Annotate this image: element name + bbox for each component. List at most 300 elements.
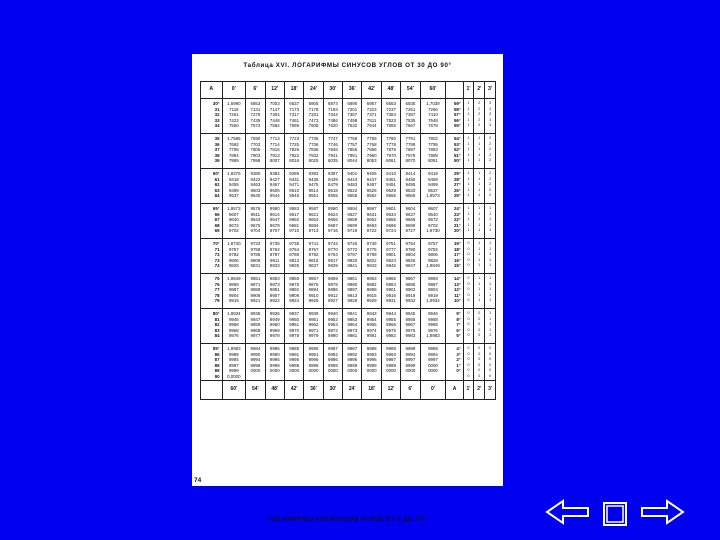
log-value: 9518 [328,187,338,193]
mean-difference: 1 [467,101,470,105]
angle-label: 70° [212,241,220,246]
log-value: 7887 [405,147,416,153]
log-value: 9989 [428,346,438,351]
footer-cell: 24' [343,380,362,399]
log-value [246,374,264,380]
log-value: 6853 [250,101,261,106]
log-value: 9447 [366,176,377,182]
mean-difference: 1 [467,171,470,175]
log-value: 9936 [269,311,280,316]
log-value: 9992 [347,351,358,357]
log-value: 9998 [289,362,300,368]
page-number: 74 [194,477,202,484]
log-value-cell [362,169,381,204]
mean-difference-cell [474,344,485,381]
mean-difference-cell [463,169,474,204]
header-cell: 1' [463,82,474,99]
mean-difference: 0 [489,346,492,350]
log-value: 9653 [308,217,319,223]
log-value: 9955 [386,316,396,322]
log-value-cell [284,309,303,344]
stop-button[interactable] [603,502,627,526]
log-value-cell [304,274,323,309]
log-value: 9397 [328,171,338,176]
log-value-cell [222,169,246,204]
log-value-cell [265,239,284,274]
log-value: 7789 [405,141,416,147]
footer-cell: 0' [420,380,446,399]
log-value: 6935 [405,101,416,106]
log-value: 7769 [366,136,377,141]
log-value: 9289 [289,171,300,176]
mean-difference: 1 [478,158,481,163]
log-value: 9828 [428,257,438,263]
log-value: 9672 [228,222,239,228]
complement-angle: 9° [456,311,461,316]
mean-difference: 1 [478,141,481,146]
footer-cell: 6' [401,380,420,399]
log-value: 9910 [308,292,319,298]
log-value-cell [246,99,265,134]
log-value: 9946 [428,311,438,316]
complement-angle: 0° [456,368,461,374]
log-value: 7802 [428,136,438,141]
mean-difference: 0 [489,362,492,367]
mean-difference: 2 [489,141,492,146]
complement-angle: 19° [453,241,461,246]
log-value: 9865 [386,276,396,281]
mean-difference: 0 [467,292,470,297]
log-value: 9924 [289,298,300,304]
log-value: 9785 [250,252,261,258]
mean-difference-cell [463,239,474,274]
angle-label: 83 [214,327,220,333]
log-value: 7894 [228,152,239,158]
log-value-cell [304,204,323,239]
mean-difference: 2 [478,106,481,111]
log-value: 9887 [428,281,438,287]
mean-difference: 2 [489,176,492,181]
log-value-cell [284,344,303,381]
log-value: 9569 [405,193,416,199]
log-value: 9555 [328,193,338,199]
header-cell: 12' [265,82,284,99]
log-value: 0000 [308,368,319,374]
log-value: 9822 [366,257,377,263]
mean-difference: 1 [478,292,481,297]
angle-label: 75 [214,276,220,281]
mean-difference-cell [485,309,496,344]
log-value-cell [401,134,420,169]
log-value-cell [381,134,400,169]
log-value [266,374,284,380]
complement-angle-cell [446,239,463,274]
log-value: 1,9983 [227,346,241,351]
complement-angle: 13° [453,281,461,287]
complement-angle: 15° [453,263,461,269]
complement-angle: 51° [453,152,461,158]
log-value: 7511 [366,117,377,123]
log-value: 9787 [269,252,280,258]
log-value-cell [362,204,381,239]
complement-angle: 20° [453,228,461,234]
log-value-cell [284,204,303,239]
log-value [285,374,303,380]
log-value [343,374,361,380]
log-value: 9583 [289,206,300,211]
angle-label: 76 [214,281,220,287]
log-value: 7193 [328,106,338,112]
log-value: 9985 [269,346,280,351]
mean-difference: 1 [467,217,470,222]
log-value: 9597 [366,206,377,211]
log-value-cell [362,344,381,381]
log-value: 6653 [386,101,396,106]
complement-angle: 4° [456,346,461,351]
mean-difference: 1 [467,228,470,233]
log-value: 1,9849 [227,276,241,281]
log-value: 1,9730 [426,228,440,234]
angle-label: 60° [212,171,220,176]
log-value: 9894 [308,287,319,293]
log-value: 9876 [308,281,319,287]
log-value: 9733 [250,241,261,246]
header-cell: 60' [420,82,446,99]
log-value: 9975 [405,327,416,333]
log-value: 9741 [308,241,319,246]
log-value: 9991 [308,351,319,357]
table-row-group [201,344,496,381]
log-value: 9782 [428,246,438,252]
log-value: 9847 [405,263,416,269]
log-value: 6905 [308,101,319,106]
log-value: 0000 [269,368,280,374]
log-value: 9996 [308,357,319,363]
log-value: 9772 [347,246,358,252]
log-value: 9607 [228,211,239,217]
log-value: 9843 [366,263,377,269]
mean-difference-cell [485,239,496,274]
log-value-cell [343,309,362,344]
log-value: 9993 [386,351,396,357]
log-value: 7147 [269,106,280,112]
mean-difference-cell [485,134,496,169]
complement-angle: 24° [453,206,461,211]
mean-difference: 1 [467,193,470,198]
log-value-cell [420,344,446,381]
log-value: 9393 [308,171,319,176]
log-value: 9562 [366,193,377,199]
log-value: 9927 [328,298,338,304]
log-value: 7780 [386,136,396,141]
log-value: 9624 [328,211,338,217]
complement-angle: 21° [453,222,461,228]
log-value: 9851 [250,276,261,281]
complement-angle: 6° [456,327,461,333]
log-value-cell [381,99,400,134]
log-value: 9887 [228,287,239,293]
mean-difference: 1 [467,211,470,216]
log-value: 9889 [250,287,261,293]
log-value: 9906 [250,292,261,298]
log-value: 9869 [428,276,438,281]
log-value: 9990 [269,351,280,357]
mean-difference: 1 [489,211,492,216]
log-value: 9702 [228,228,239,234]
log-value: 9439 [328,176,338,182]
mean-difference: 1 [489,311,492,315]
log-value: 9988 [366,346,377,351]
log-value: 9964 [347,322,358,328]
log-value: 9669 [405,217,416,223]
mean-difference: 1 [467,187,470,192]
angle-label-cell [201,274,223,309]
log-value-cell [304,99,323,134]
mean-difference: 0 [489,373,492,378]
log-value: 9640 [428,211,438,217]
log-value-cell [381,274,400,309]
complement-angle: 27° [453,182,461,188]
mean-difference: 3 [489,123,492,128]
log-value: 9943 [366,311,377,316]
mean-difference: 2 [478,112,481,117]
mean-difference: 1 [489,241,492,245]
log-value: 9919 [428,292,438,298]
log-value: 0000 [366,368,377,374]
log-value: 9678 [269,222,280,228]
log-value: 9762 [269,246,280,252]
log-value: 9999 [386,362,396,368]
mean-difference-cell [474,169,485,204]
angle-label: 86 [214,351,220,357]
log-value: 9902 [405,287,416,293]
log-value: 9808 [250,257,261,263]
log-value: 7979 [405,152,416,158]
log-value: 9693 [366,222,377,228]
log-value: 9587 [308,206,319,211]
log-value-cell [362,134,381,169]
log-value: 7357 [347,112,358,118]
log-value: 7856 [347,147,358,153]
mean-difference: 1 [478,298,481,303]
mean-difference: 1 [467,152,470,157]
angle-label: 37 [214,147,220,153]
log-value: 7596 [289,123,300,129]
footer-cell: 42' [284,380,303,399]
log-value: 9422 [250,176,261,182]
log-value-cell [222,134,246,169]
log-value: 9621 [308,211,319,217]
log-value: 9835 [289,263,300,269]
log-value: 9716 [328,228,338,234]
mean-difference: 1 [478,206,481,210]
log-value-cell [343,134,362,169]
log-value: 9871 [250,281,261,287]
log-value: 9704 [250,228,261,234]
log-value-cell [265,309,284,344]
log-value: 7723 [289,136,300,141]
log-value: 0000 [428,368,438,374]
mean-difference: 1 [478,211,481,216]
header-cell [446,82,463,99]
complement-angle: 22° [453,217,461,223]
mean-difference: 0 [478,373,481,378]
mean-difference: 3 [489,101,492,105]
log-value: 9925 [308,298,319,304]
mean-difference-cell [485,99,496,134]
complement-angle: 28° [453,176,461,182]
log-value: 9558 [347,193,358,199]
log-value: 9913 [347,292,358,298]
log-value: 9980 [328,333,338,339]
back-button[interactable] [545,499,589,525]
log-value: 7371 [366,112,377,118]
log-value: 9882 [366,281,377,287]
mean-difference: 0 [467,327,470,332]
complement-angle: 11° [454,292,461,298]
log-value: 9976 [428,327,438,333]
mean-difference-cell [474,204,485,239]
log-value: 7572 [250,123,261,129]
log-value: 9702 [428,222,438,228]
log-value: 7826 [289,147,300,153]
log-value-cell [420,274,446,309]
angle-label-cell [201,344,223,381]
log-value: 9929 [366,298,377,304]
log-value: 7644 [366,123,377,129]
log-value [362,374,380,380]
log-value: 9675 [250,222,261,228]
log-value: 9839 [328,263,338,269]
log-value: 9995 [269,357,280,363]
complement-angle: 56° [453,117,461,123]
mean-difference: 1 [489,217,492,222]
log-value: 9976 [228,333,239,339]
log-value: 7003 [269,101,280,106]
mean-difference: 0 [467,252,470,257]
log-value: 7736 [308,141,319,147]
mean-difference: 2 [489,152,492,157]
log-value-cell [284,99,303,134]
arrow-left-icon [545,499,589,525]
log-value: 9792 [308,252,319,258]
mean-difference: 1 [478,152,481,157]
mean-difference: 1 [467,141,470,146]
mean-difference-cell [463,99,474,134]
mean-difference: 0 [467,246,470,251]
log-value: 9495 [405,182,416,188]
log-value: 7397 [405,112,416,118]
angle-label: 30° [212,101,220,106]
mean-difference: 0 [478,316,481,321]
mean-difference: 1 [489,327,492,332]
log-value: 7620 [328,123,338,129]
log-value: 9878 [328,281,338,287]
mean-difference: 2 [489,187,492,192]
log-value: 1,7039 [426,101,440,106]
log-value: 7266 [428,106,438,112]
angle-label: 85° [212,346,220,351]
mean-difference: 0 [467,351,470,356]
log-value: 9998 [250,362,261,368]
mean-difference: 1 [478,222,481,227]
angle-label: 80° [212,311,220,316]
mean-difference: 1 [478,257,481,262]
header-cell: 30' [323,82,342,99]
header-cell: 24' [304,82,323,99]
mean-difference: 0 [467,333,470,338]
log-value: 9969 [269,327,280,333]
log-value: 9958 [228,322,239,328]
log-value: 8025 [308,158,319,164]
log-value: 9757 [228,246,239,252]
log-value: 9939 [308,311,319,316]
log-value: 9970 [289,327,300,333]
footer-cell: 2' [474,380,485,399]
log-value: 9861 [347,276,358,281]
mean-difference-cell [474,274,485,309]
log-value: 9533 [405,187,416,193]
square-icon [603,502,627,526]
log-value-cell [362,309,381,344]
log-value: 7131 [250,106,261,112]
log-value: 6957 [366,101,377,106]
log-value-cell [265,99,284,134]
log-value [401,374,419,380]
mean-difference: 1 [478,176,481,181]
log-value: 1,7586 [227,136,241,141]
log-value: 9941 [347,311,358,316]
log-value: 7932 [308,152,319,158]
mean-difference: 1 [489,322,492,327]
log-value: 9884 [386,281,396,287]
log-value: 9989 [228,351,239,357]
log-value: 7423 [228,117,239,123]
log-value: 9540 [250,193,261,199]
log-value-cell [246,239,265,274]
log-value: 1,9375 [227,171,241,176]
log-value: 9510 [289,187,300,193]
header-cell: 0' [222,82,246,99]
log-value: 9754 [405,241,416,246]
mean-difference: 0 [467,368,470,373]
mean-difference: 2 [489,182,492,187]
log-value-cell [222,309,246,344]
complement-angle: 10° [453,298,461,304]
log-value: 7998 [250,158,261,164]
log-value: 9499 [428,182,438,188]
log-value: 7331 [308,112,319,118]
log-value: 9576 [250,206,261,211]
mean-difference-cell [474,239,485,274]
mean-difference: 1 [489,206,492,210]
mean-difference: 1 [489,298,492,303]
log-value: 7735 [308,136,319,141]
log-value-cell [362,99,381,134]
log-value: 9947 [250,316,261,322]
log-value: 8007 [269,158,280,164]
mean-difference: 0 [478,357,481,362]
mean-difference: 1 [489,246,492,251]
log-value: 7692 [228,141,239,147]
log-value-cell [401,99,420,134]
log-value: 9982 [386,333,396,339]
mean-difference: 3 [489,106,492,111]
log-value: 9815 [308,257,319,263]
complement-angle: 12° [453,287,461,293]
forward-button[interactable] [641,499,685,525]
header-cell: 54' [401,82,420,99]
